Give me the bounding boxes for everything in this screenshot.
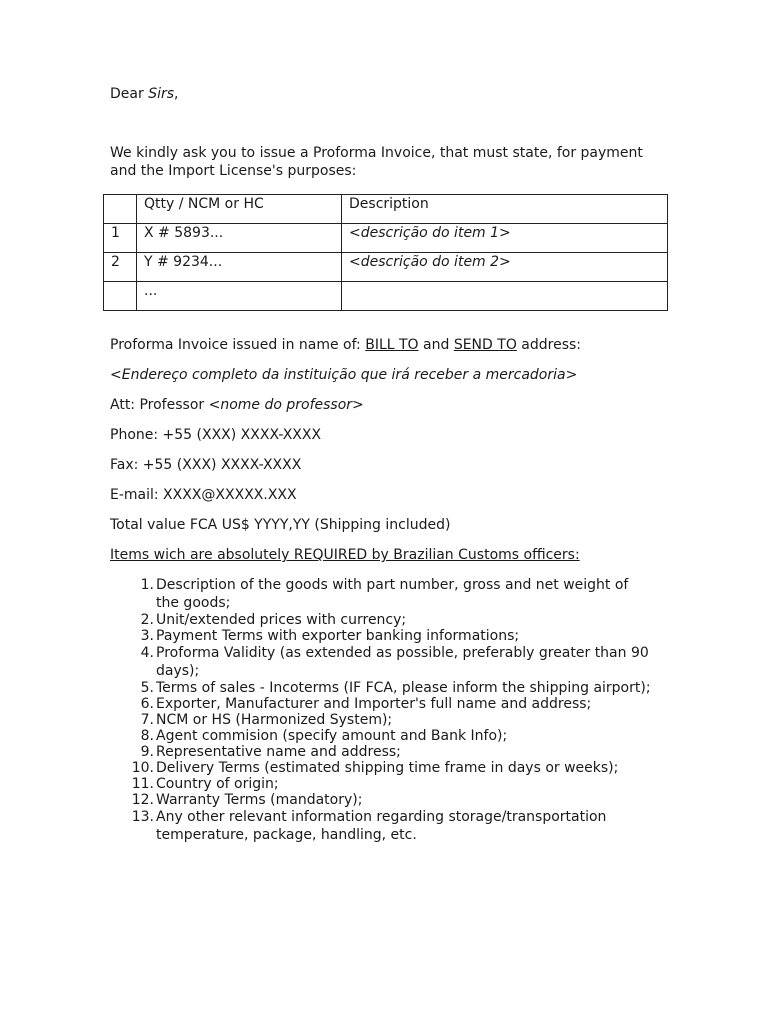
list-text: days); [156,663,200,679]
list-item [110,644,670,680]
list-text: the goods; [156,595,231,611]
greeting-prefix: Dear [110,86,149,102]
list-text: Proforma Validity (as extended as possible, preferably greater than 90 [156,645,649,661]
list-number: 2. [140,612,154,628]
intro-line-1: We kindly ask you to issue a Proforma Invoice, that must state, for payment [110,145,643,161]
greeting [110,85,178,103]
issued-and: and [418,337,454,353]
list-text: Delivery Terms (estimated shipping time frame in days or weeks); [156,760,619,776]
fax-line: Fax: +55 (XXX) XXXX-XXXX [110,457,302,473]
list-number: 12. [131,792,154,808]
list-number: 4. [140,645,154,661]
total-value-line: Total value FCA US$ YYYY,YY (Shipping included) [110,517,451,533]
table-cell: <descrição do item 1> [342,224,668,253]
list-text: Payment Terms with exporter banking informations; [156,628,520,644]
list-text: Country of origin; [156,776,279,792]
list-text: Agent commision (specify amount and Bank Info); [156,728,508,744]
issued-suffix: address: [516,337,582,353]
list-item [110,612,670,628]
list-text: Exporter, Manufacturer and Importer's full name and address; [156,696,592,712]
table-cell: 2 [104,253,137,282]
list-number: 5. [140,680,154,696]
list-item [110,792,670,808]
table-row [104,224,668,253]
list-number: 9. [140,744,154,760]
table-cell: Y # 9234... [137,253,342,282]
issued-prefix: Proforma Invoice issued in name of: [110,337,366,353]
list-number: 7. [140,712,154,728]
list-item [110,744,670,760]
table-cell: ... [137,282,342,311]
list-text: Any other relevant information regarding storage/transportation [156,809,607,825]
table-row [104,253,668,282]
list-item [110,728,670,744]
table-cell: 1 [104,224,137,253]
table-header-cell: Description [342,195,668,224]
list-text: Terms of sales - Incoterms (IF FCA, please inform the shipping airport); [156,680,651,696]
list-item [110,808,670,844]
att-prefix: Att: Professor [110,397,209,413]
list-item [110,712,670,728]
list-number: 1. [140,577,154,593]
list-item [110,628,670,644]
list-text: Representative name and address; [156,744,401,760]
list-number: 6. [140,696,154,712]
phone-line: Phone: +55 (XXX) XXXX-XXXX [110,427,322,443]
list-number: 13. [131,809,154,825]
table-cell: X # 5893... [137,224,342,253]
list-number: 10. [131,760,154,776]
table-header-cell [104,195,137,224]
table-row [104,282,668,311]
intro-line-2: and the Import License's purposes: [110,163,357,179]
greeting-name: Sirs [148,86,175,102]
address-placeholder: <Endereço completo da instituição que irá receber a mercadoria> [110,367,578,383]
list-text: Warranty Terms (mandatory); [156,792,363,808]
requirements-list [110,576,670,844]
greeting-suffix: , [174,86,179,102]
attention-line [110,396,364,414]
list-item [110,696,670,712]
table-header-row [104,195,668,224]
email-line: E-mail: XXXX@XXXXX.XXX [110,487,297,503]
send-to-label: SEND TO [453,337,517,353]
list-number: 3. [140,628,154,644]
table-cell: <descrição do item 2> [342,253,668,282]
items-table [103,194,668,311]
list-text: temperature, package, handling, etc. [156,827,417,843]
professor-placeholder: <nome do professor> [208,397,364,413]
list-text: Unit/extended prices with currency; [156,612,407,628]
list-item [110,760,670,776]
issued-in-name-line [110,336,581,354]
table-cell [104,282,137,311]
list-text: Description of the goods with part number, gross and net weight of [156,577,629,593]
list-number: 8. [140,728,154,744]
list-item [110,680,670,696]
requirements-heading: Items wich are absolutely REQUIRED by Brazilian Customs officers: [110,547,580,563]
list-item [110,576,670,612]
list-text: NCM or HS (Harmonized System); [156,712,393,728]
table-cell [342,282,668,311]
bill-to-label: BILL TO [365,337,419,353]
list-item [110,776,670,792]
list-number: 11. [131,776,154,792]
table-header-cell: Qtty / NCM or HC [137,195,342,224]
